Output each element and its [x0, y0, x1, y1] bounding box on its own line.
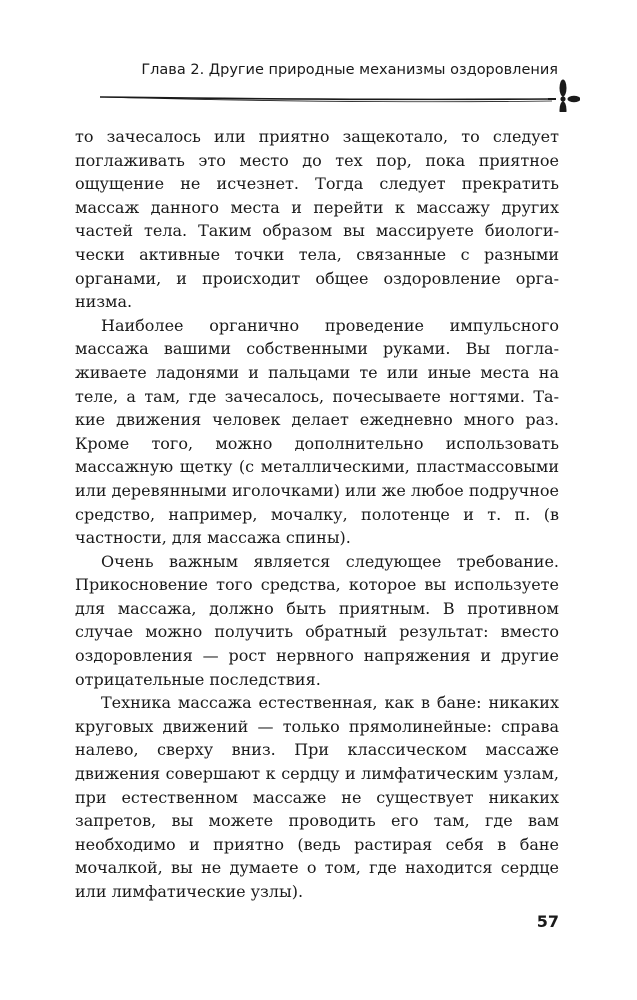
paragraph: Очень важным является следующее требование. Прикосновение того средства, которое вы используете для массажа, должно быть приятным. В противном случае можно получить обратный результат: вместо оздоровления — рост нервного напряжения и другие отрицательные последствия. — [75, 551, 559, 689]
paragraph: Наиболее органично проведение импульсного массажа вашими собственными руками. Вы поглаживаете ладонями и пальцами те или иные места на теле, а там, где зачесалось, почесываете ногтями. Такие движения человек делает ежедневно много раз. Кроме того, можно дополнительно использовать массажную щетку (с металлическими, пластмассовыми или деревянными иголочками) или же любое подручное средство, например, мочалку, полотенце и т. п. (в частности, для массажа спины). — [75, 315, 559, 548]
body-text — [75, 125, 559, 904]
paragraph: то зачесалось или приятно защекотало, то следует поглаживать это место до тех пор, пока приятное ощущение не исчезнет. Тогда следует прекратить массаж данного места и перейти к массажу других частей тела. Таким образом вы массируете биологически активные точки тела, связанные с разными органами, и происходит общее оздоровление организма. — [75, 127, 559, 312]
ornament-divider-icon — [100, 76, 580, 112]
running-header — [100, 62, 580, 112]
paragraph: Техника массажа естественная, как в бане: никаких круговых движений — только прямолинейные: справа налево, сверху вниз. При классическом массаже движения совершают к сердцу и лимфатическим узлам, при естественном массаже не существует никаких запретов, вы можете проводить его там, где вам необходимо и приятно (ведь растирая себя в бане мочалкой, вы не думаете о том, где находится сердце или лимфатические узлы). — [75, 693, 559, 901]
running-title: Глава 2. Другие природные механизмы оздоровления — [141, 62, 558, 78]
page-number: 57 — [536, 912, 559, 931]
